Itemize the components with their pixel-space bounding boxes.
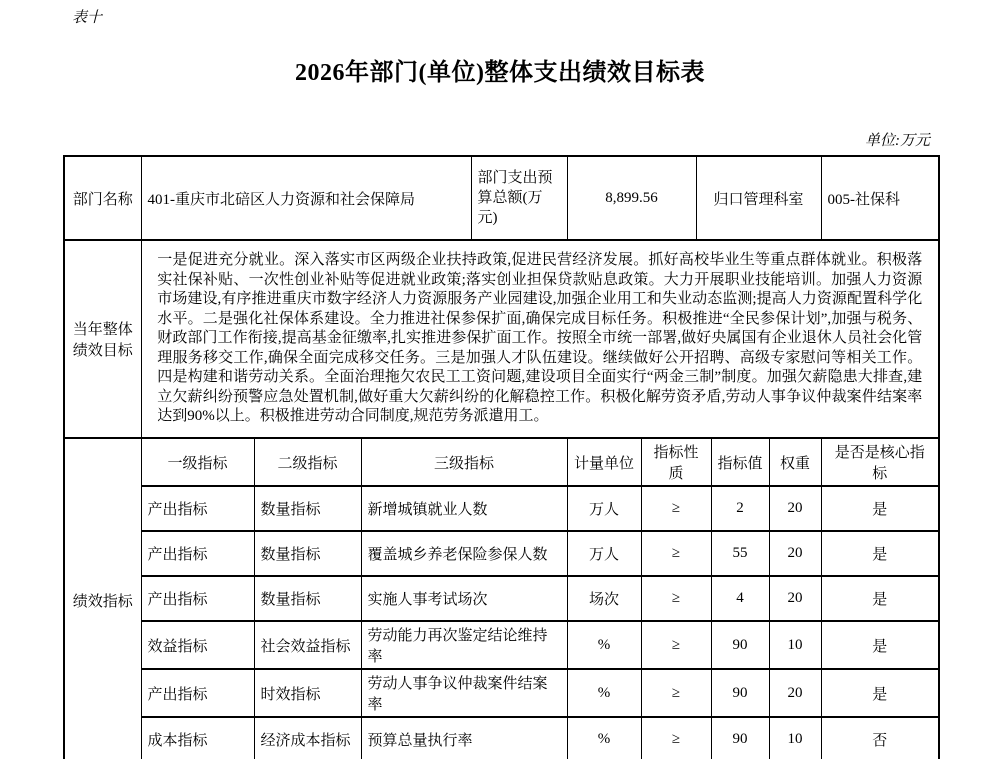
indicator-cell: 55 [711,531,769,576]
managing-office-label: 归口管理科室 [696,156,821,240]
indicator-row [64,576,939,621]
indicator-cell: 是 [821,621,939,669]
unit-note: 单位:万元 [865,133,930,149]
indicator-cell: 经济成本指标 [254,717,361,759]
indicator-cell: 是 [821,531,939,576]
indicator-cell: % [567,717,641,759]
header-is-core: 是否是核心指标 [821,438,939,486]
indicator-row [64,669,939,717]
budget-total-label-text: 部门支出预算总额(万元) [477,170,553,226]
header-measure-unit: 计量单位 [567,438,641,486]
indicator-cell: ≥ [641,669,711,717]
indicator-cell: 产出指标 [141,669,254,717]
indicator-cell: 2 [711,486,769,531]
department-info-row [64,156,939,240]
table-number-label: 表十 [72,10,103,26]
indicator-cell: 时效指标 [254,669,361,717]
header-level3: 三级指标 [361,438,567,486]
budget-total-value: 8,899.56 [567,156,696,240]
header-level1: 一级指标 [141,438,254,486]
indicator-cell: % [567,621,641,669]
dept-name-value: 401-重庆市北碚区人力资源和社会保障局 [141,156,471,240]
indicator-cell: ≥ [641,717,711,759]
indicator-cell: 90 [711,669,769,717]
indicator-cell: 数量指标 [254,576,361,621]
indicator-row [64,531,939,576]
indicator-row [64,621,939,669]
indicator-cell: ≥ [641,486,711,531]
indicator-cell: 20 [769,576,821,621]
indicator-cell: 4 [711,576,769,621]
indicator-cell: 预算总量执行率 [361,717,567,759]
indicator-row [64,717,939,759]
budget-total-label [471,156,567,240]
indicator-cell: ≥ [641,621,711,669]
indicator-cell: 成本指标 [141,717,254,759]
header-level2: 二级指标 [254,438,361,486]
indicator-cell: 20 [769,486,821,531]
indicator-cell: 产出指标 [141,486,254,531]
indicator-cell: ≥ [641,531,711,576]
header-weight: 权重 [769,438,821,486]
indicator-cell: 是 [821,486,939,531]
indicator-cell: 否 [821,717,939,759]
indicator-cell: 数量指标 [254,531,361,576]
indicator-cell: 场次 [567,576,641,621]
indicator-cell: 10 [769,621,821,669]
indicator-cell: 劳动人事争议仲裁案件结案率 [361,669,567,717]
indicator-cell: ≥ [641,576,711,621]
indicator-header-row [64,438,939,486]
indicator-cell: 90 [711,717,769,759]
indicator-cell: 实施人事考试场次 [361,576,567,621]
indicator-cell: 是 [821,576,939,621]
indicator-cell: 20 [769,669,821,717]
annual-goal-cell [141,240,939,438]
annual-goal-text: 一是促进充分就业。深入落实市区两级企业扶持政策,促进民营经济发展。抓好高校毕业生等重点群体就业。积极落实社保补贴、一次性创业补贴等促进就业政策;落实创业担保贷款贴息政策。大力开展职业技能培训。加强人力资源市场建设,有序推进重庆市数字经济人力资源服务产业园建设,加强企业用工和失业动态监测;提高人力资源配置科学化水平。二是强化社保体系建设。全力推进社保参保扩面,确保完成目标任务。积极推进“全民参保计划”,加强与税务、财政部门工作衔接,提高基金征缴率,扎实推进参保扩面工作。按照全市统一部署,做好央属国有企业退休人员社会化管理服务移交工作,确保全面完成移交任务。三是加强人才队伍建设。继续做好公开招聘、高级专家慰问等相关工作。四是构建和谐劳动关系。全面治理拖欠农民工工资问题,建设项目全面实行“两金三制”制度。加强欠薪隐患大排查,建立欠薪纠纷预警应急处置机制,做好重大欠薪纠纷的化解稳控工作。积极化解劳资矛盾,劳动人事争议仲裁案件结案率达到90%以上。积极推进劳动合同制度,规范劳务派遣用工。 [157,252,923,425]
managing-office-value: 005-社保科 [821,156,939,240]
indicator-cell: 产出指标 [141,576,254,621]
indicator-cell: 万人 [567,486,641,531]
annual-goal-label: 当年整体绩效目标 [64,240,141,438]
indicator-cell: 覆盖城乡养老保险参保人数 [361,531,567,576]
indicator-cell: 效益指标 [141,621,254,669]
indicator-cell: 社会效益指标 [254,621,361,669]
indicator-cell: % [567,669,641,717]
header-indicator-value: 指标值 [711,438,769,486]
indicators-section [64,438,939,759]
header-indicator-nature: 指标性质 [641,438,711,486]
performance-target-table [63,155,940,759]
indicator-cell: 20 [769,531,821,576]
indicator-cell: 是 [821,669,939,717]
indicator-cell: 万人 [567,531,641,576]
indicator-cell: 10 [769,717,821,759]
annual-goal-row [64,240,939,438]
page-title: 2026年部门(单位)整体支出绩效目标表 [295,60,705,86]
indicators-section-label: 绩效指标 [64,438,141,759]
dept-name-label: 部门名称 [64,156,141,240]
indicator-cell: 劳动能力再次鉴定结论维持率 [361,621,567,669]
indicator-cell: 90 [711,621,769,669]
indicator-cell: 产出指标 [141,531,254,576]
indicator-cell: 新增城镇就业人数 [361,486,567,531]
indicator-cell: 数量指标 [254,486,361,531]
indicator-row [64,486,939,531]
